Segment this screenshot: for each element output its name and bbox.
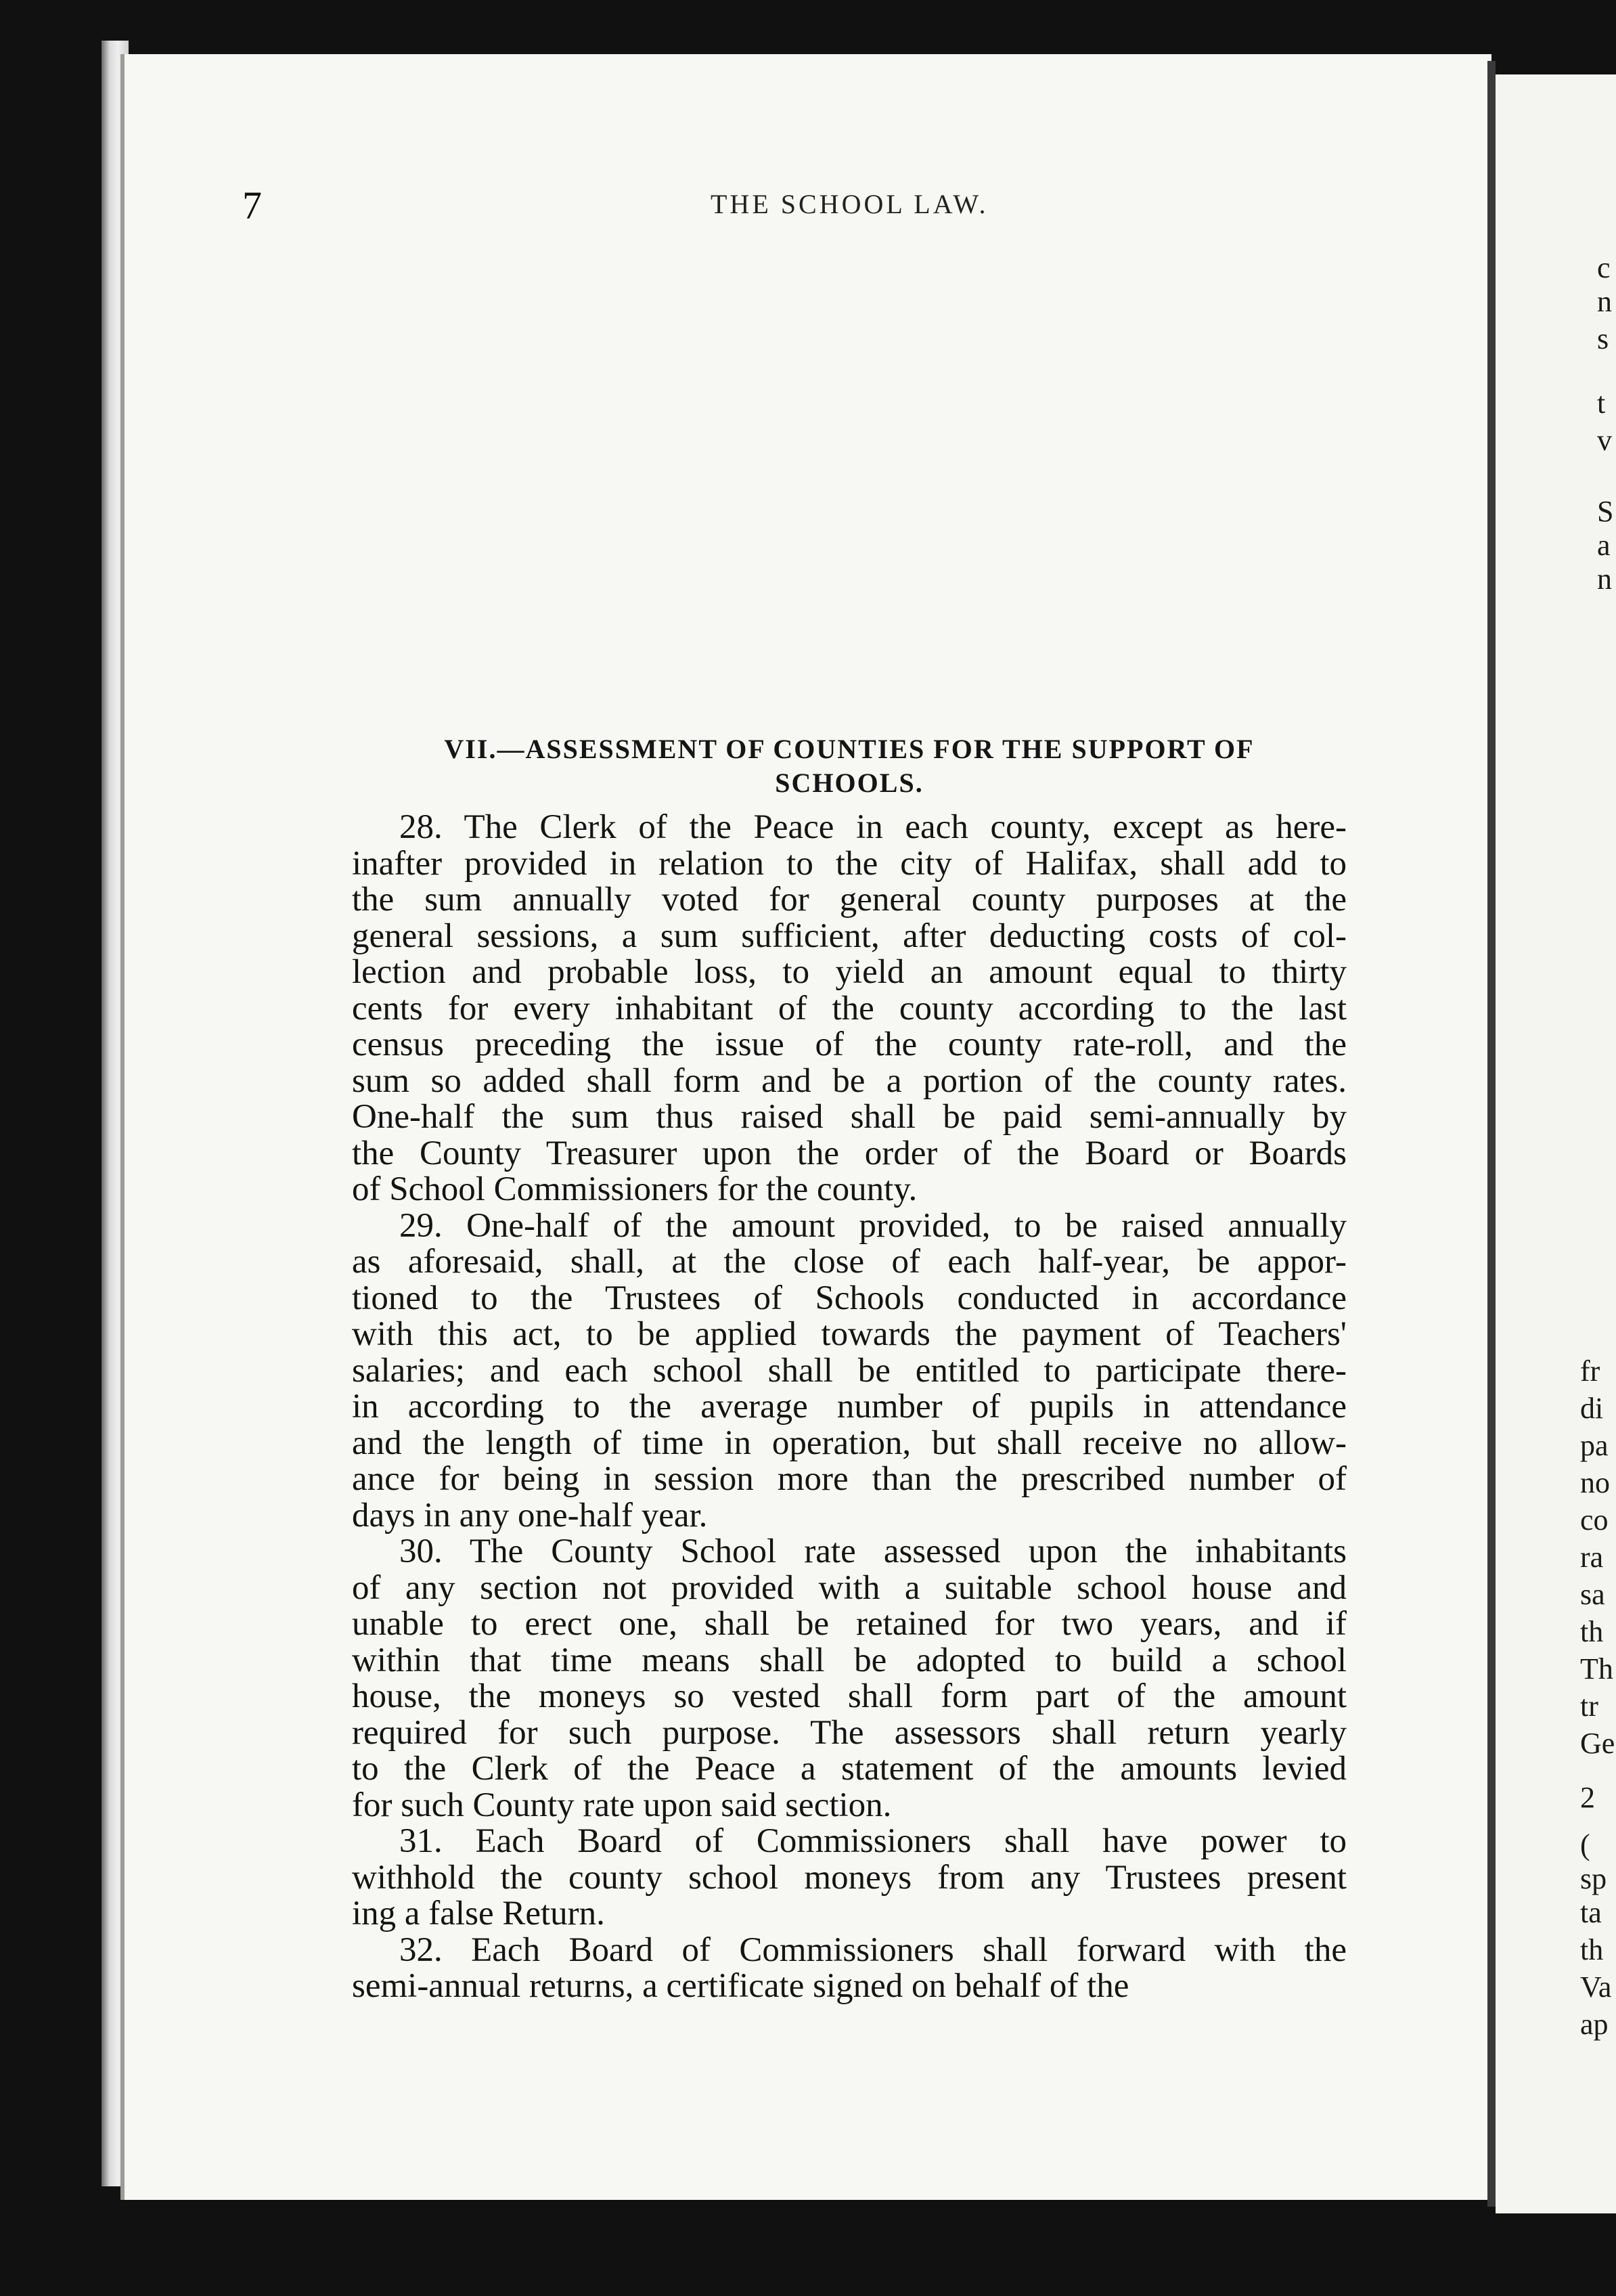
facing-page-fragment: 2: [1580, 1781, 1595, 1814]
facing-page-fragment: v: [1597, 424, 1612, 457]
text-line: in according to the average number of pupils in attendance: [352, 1388, 1347, 1426]
facing-page-fragment: sa: [1580, 1578, 1605, 1611]
text-line: inafter provided in relation to the city of Halifax, shall add to: [352, 844, 1347, 883]
facing-page-fragment: co: [1580, 1503, 1609, 1537]
body-text: [352, 810, 1347, 2005]
text-line: general sessions, a sum sufficient, after deducting costs of col-: [352, 917, 1347, 955]
text-line: the County Treasurer upon the order of the Board or Boards: [352, 1134, 1347, 1172]
text-line: house, the moneys so vested shall form part of the amount: [352, 1677, 1347, 1715]
facing-page-fragment: Va: [1580, 1970, 1612, 2004]
text-line: with this act, to be applied towards the payment of Teachers': [352, 1315, 1347, 1353]
text-line: withhold the county school moneys from any Trustees present: [352, 1858, 1347, 1897]
paragraph-28: [352, 810, 1347, 1208]
text-line: cents for every inhabitant of the county according to the last: [352, 989, 1347, 1028]
facing-page-fragment: t: [1597, 387, 1606, 420]
text-line: semi-annual returns, a certificate signed on behalf of the: [352, 1967, 1129, 2005]
text-line: 31. Each Board of Commissioners shall have power to: [399, 1822, 1347, 1860]
paragraph-31: [352, 1824, 1347, 1933]
facing-page-fragment: fr: [1580, 1354, 1600, 1388]
section-heading-line1: VII.—ASSESSMENT OF COUNTIES FOR THE SUPPORT OF: [444, 734, 1255, 764]
text-line: as aforesaid, shall, at the close of each half-year, be appor-: [352, 1243, 1347, 1281]
facing-page-fragment: th: [1580, 1933, 1604, 1966]
facing-page-fragment: ap: [1580, 2008, 1609, 2041]
facing-page-fragment: ta: [1580, 1896, 1602, 1929]
facing-page-fragment: s: [1597, 322, 1609, 355]
text-line: census preceding the issue of the county rate-roll, and the: [352, 1025, 1347, 1063]
facing-page-fragment: n: [1597, 285, 1612, 318]
section-heading-line2: SCHOOLS.: [775, 768, 924, 798]
text-line: lection and probable loss, to yield an amount equal to thirty: [352, 953, 1347, 991]
text-line: for such County rate upon said section.: [352, 1786, 892, 1824]
text-line: of any section not provided with a suitable school house and: [352, 1568, 1347, 1607]
facing-page-fragment: pa: [1580, 1429, 1609, 1462]
text-line: to the Clerk of the Peace a statement of the amounts levied: [352, 1750, 1347, 1788]
text-line: the sum annually voted for general county purposes at the: [352, 881, 1347, 919]
text-line: One-half the sum thus raised shall be paid semi-annually by: [352, 1098, 1347, 1136]
text-line: 29. One-half of the amount provided, to be raised annually: [399, 1206, 1347, 1245]
text-line: 30. The County School rate assessed upon the inhabitants: [399, 1532, 1347, 1570]
facing-page-fragment: Th: [1580, 1652, 1613, 1685]
facing-page-fragment: (: [1580, 1828, 1590, 1861]
text-line: of School Commissioners for the county.: [352, 1170, 918, 1208]
text-line: tioned to the Trustees of Schools conducted in accordance: [352, 1279, 1347, 1317]
running-title: THE SCHOOL LAW.: [711, 189, 989, 219]
paragraph-29: [352, 1208, 1347, 1535]
text-line: unable to erect one, shall be retained for two years, and if: [352, 1605, 1347, 1643]
facing-page-edge: [1496, 74, 1616, 2213]
facing-page-fragment: a: [1597, 529, 1611, 562]
facing-page-fragment: di: [1580, 1392, 1604, 1425]
facing-page-fragment: n: [1597, 562, 1612, 596]
facing-page-fragment: tr: [1580, 1690, 1598, 1723]
text-line: ance for being in session more than the prescribed number of: [352, 1460, 1347, 1498]
page-number: 7: [242, 183, 262, 227]
page-gutter: [1487, 61, 1496, 2207]
paragraph-32: [352, 1930, 1347, 2005]
facing-page-fragment: no: [1580, 1466, 1610, 1499]
text-line: and the length of time in operation, but shall receive no allow-: [352, 1423, 1347, 1462]
text-line: within that time means shall be adopted to build a school: [352, 1641, 1347, 1679]
facing-page-fragment: S: [1597, 495, 1614, 528]
facing-page-fragment: Ge: [1580, 1727, 1615, 1760]
text-line: days in any one-half year.: [352, 1496, 708, 1535]
facing-page-fragment: sp: [1580, 1862, 1607, 1895]
text-line: salaries; and each school shall be entitled to participate there-: [352, 1351, 1347, 1390]
text-line: 32. Each Board of Commissioners shall forward with the: [399, 1930, 1347, 1969]
text-line: required for such purpose. The assessors shall return yearly: [352, 1713, 1347, 1752]
facing-page-fragment: th: [1580, 1615, 1604, 1648]
facing-page-fragment: ra: [1580, 1541, 1604, 1574]
text-line: 28. The Clerk of the Peace in each county, except as here-: [399, 808, 1347, 846]
paragraph-30: [352, 1534, 1347, 1824]
text-line: sum so added shall form and be a portion of the county rates.: [352, 1061, 1347, 1100]
facing-page-fragment: c: [1597, 251, 1611, 284]
section-heading: [352, 732, 1347, 800]
text-line: ing a false Return.: [352, 1895, 605, 1933]
